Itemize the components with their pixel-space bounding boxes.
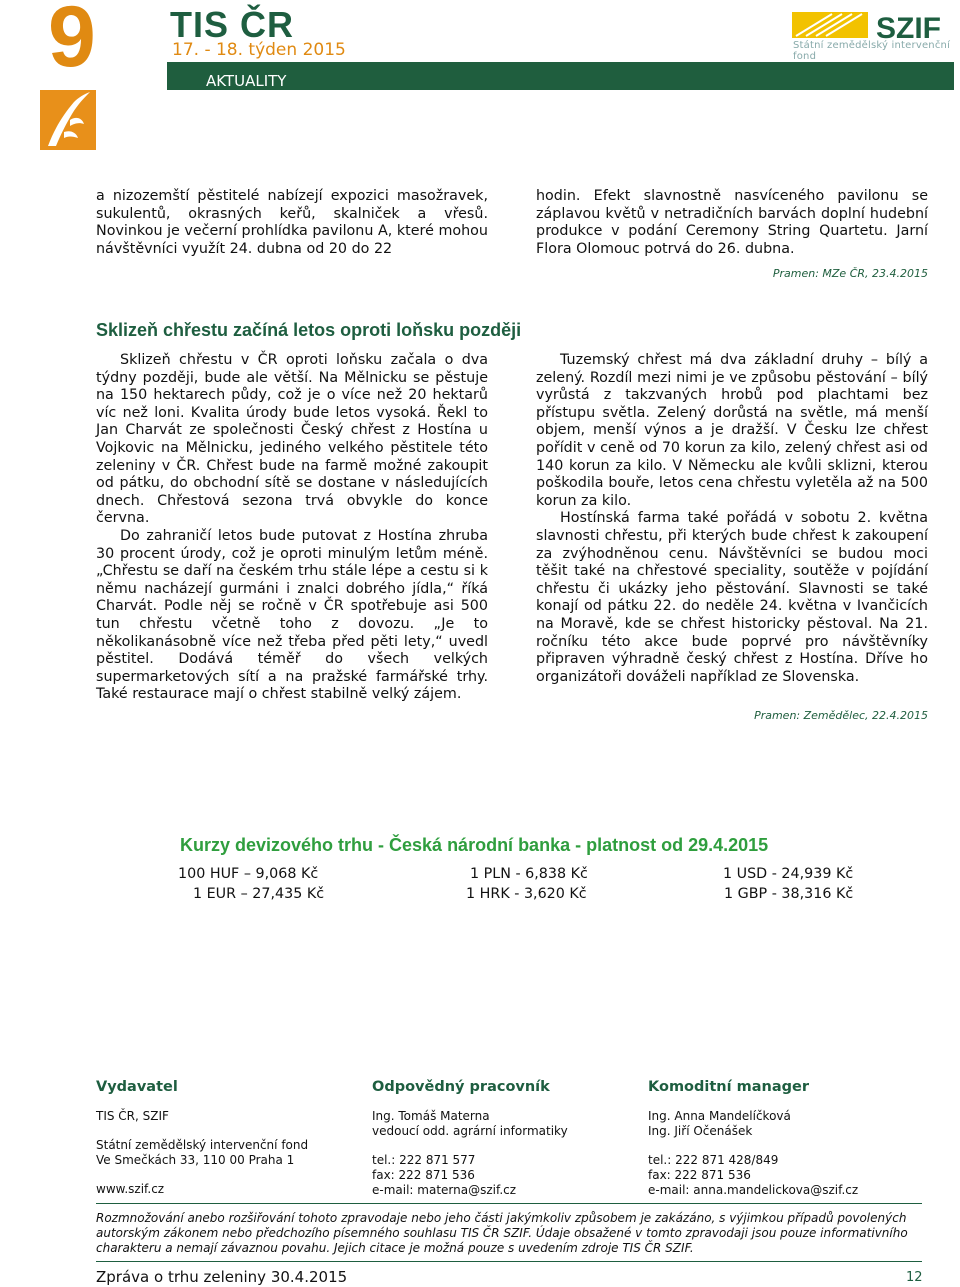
szif-logo-text: SZIF [876,12,941,44]
manager-line: tel.: 222 871 428/849 [648,1153,779,1167]
rate-usd: 1 USD - 24,939 Kč [723,866,854,882]
publisher-line: Ve Smečkách 33, 110 00 Praha 1 [96,1153,295,1167]
article-paragraph: Do zahraničí letos bude putovat z Hostína zhruba 30 procent úrody, což je oproti minulým letům méně. „Chřestu se daří na českém trhu stále lépe a cestu si k němu nacházejí gurmáni i znalci dobrého jídla,“ říká Charvát. Podle něj se ročně v ČR spotřebuje asi 500 tun chřestu včetně toho z dovozu. „Je to několikanásobně více než třeba před pěti lety,“ uvedl pěstitel. Dodává téměř do všech velkých supermarketových sítí a na pražské farmářské trhy. Také restaurace mají o chřest stabilně velký zájem. [96,527,488,703]
article-source: Pramen: Zemědělec, 22.4.2015 [754,709,928,722]
flora-source: Pramen: MZe ČR, 23.4.2015 [772,267,928,280]
article-title: Sklizeň chřestu začíná letos oproti loňsku později [96,320,522,340]
flora-left-text: a nizozemští pěstitelé nabízejí expozici masožravek, sukulentů, okrasných keřů, skalniček a vřesů. Novinkou je večerní prohlídka pavilonu A, které mohou návštěvníci využít 24. dubna od 20 do 22 [96,188,488,257]
week-label: 17. - 18. týden 2015 [172,40,346,60]
page-number: 12 [906,1270,923,1285]
manager-line: fax: 222 871 536 [648,1168,751,1182]
responsible-block [372,1109,568,1198]
article-right-column [536,352,928,686]
manager-email-link[interactable]: e-mail: anna.mandelickova@szif.cz [648,1183,859,1197]
article-paragraph: Hostínská farma také pořádá v sobotu 2. května slavnosti chřestu, při kterých bude chřest k zakoupení za zvýhodněnou cenu. Návštěvníci se budou moci těšit také na chřestové speciality, soutěže v pojídání chřestu či ukázky jeho pěstování. Slavnosti se také konají od pátku 22. do neděle 24. května v Ivančicích na Moravě, kde se chřest historicky pěstoval. Na 21. ročníku této akce bude poprvé pro návštěvníky připraven výhradně český chřest z Hostína. Dříve ho organizátoři dováželi například ze Slovenska. [536,510,928,685]
responsible-line: Ing. Tomáš Materna [372,1109,490,1123]
rate-pln: 1 PLN - 6,838 Kč [470,866,588,882]
publisher-website-link[interactable]: www.szif.cz [96,1182,165,1196]
issue-number: 9 [48,0,96,85]
szif-full-name: Státní zemědělský intervenční fond [793,40,951,62]
publisher-line: Státní zemědělský intervenční fond [96,1138,309,1152]
document-title: Zpráva o trhu zeleniny 30.4.2015 [96,1268,348,1286]
manager-heading: Komoditní manager [648,1079,810,1095]
footer-divider [96,1203,922,1204]
exchange-rates-title: Kurzy devizového trhu - Česká národní banka - platnost od 29.4.2015 [180,835,769,855]
brand-title: TIS ČR [170,4,295,45]
copyright-disclaimer: Rozmnožování anebo rozšiřování tohoto zpravodaje nebo jeho části jakýmkoliv způsobem je zakázáno, s výjimkou případů povolených autorským zákonem nebo předchozího písemného souhlasu TIS ČR SZIF. Údaje obsažené v tomto zpravodaji jsou pouze informativního charakteru a nemají závaznou povahu. Jejich citace je možná pouze s uvedením zdroje TIS ČR SZIF. [96,1211,908,1255]
manager-line: Ing. Jiří Očenášek [648,1124,753,1138]
article-left-column [96,352,488,704]
footer-divider [96,1261,922,1262]
rate-huf: 100 HUF – 9,068 Kč [178,866,319,882]
flora-left-column [96,188,488,258]
rate-hrk: 1 HRK - 3,620 Kč [466,886,587,902]
responsible-email-link[interactable]: e-mail: materna@szif.cz [372,1183,517,1197]
szif-logo-icon [792,8,952,44]
publisher-block [96,1109,308,1197]
flora-right-column [536,188,928,258]
asparagus-logo-icon [40,90,96,150]
rate-eur: 1 EUR – 27,435 Kč [193,886,325,902]
responsible-line: vedoucí odd. agrární informatiky [372,1124,568,1138]
manager-block [648,1109,858,1198]
article-paragraph: Sklizeň chřestu v ČR oproti loňsku začala o dva týdny později, bude ale větší. Na Mělnicku se pěstuje na 150 hektarech půdy, což je o více než 20 hektarů víc než loni. Kvalita úrody bude letos vysoká. Řekl to Jan Charvát ze společnosti Český chřest z Hostína u Vojkovic na Mělnicku, jediného velkého pěstitele této zeleniny v ČR. Chřest bude na farmě možné zakoupit od pátku, do obchodní sítě se dostane v následujících dnech. Chřestová sezona trvá obvykle do konce června. [96,352,488,527]
rate-gbp: 1 GBP - 38,316 Kč [724,886,854,902]
manager-line: Ing. Anna Mandelíčková [648,1109,791,1123]
flora-right-text: hodin. Efekt slavnostně nasvíceného pavilonu se záplavou květů v netradičních barvách doplní hudební produkce v podání Ceremony String Quartetu. Jarní Flora Olomouc potrvá do 26. dubna. [536,188,928,257]
responsible-heading: Odpovědný pracovník [372,1079,550,1095]
article-paragraph: Tuzemský chřest má dva základní druhy – bílý a zelený. Rozdíl mezi nimi je ve způsobu pěstování – bílý vyrůstá z takzvaných hrobů pod plachtami bez přístupu světla. Zelený dorůstá na světle, má menší objem, menší výnos a je dražší. V Česku lze chřest pořídit v ceně od 70 korun za kilo, zelený chřest asi od 140 korun za kilo. V Německu ale kvůli sklizni, kterou poškodila bouře, letos cena chřestu vyletěla až na 500 korun za kilo. [536,352,928,509]
section-label: AKTUALITY [206,72,287,90]
responsible-line: tel.: 222 871 577 [372,1153,476,1167]
publisher-heading: Vydavatel [96,1079,178,1095]
publisher-line: TIS ČR, SZIF [96,1109,169,1123]
responsible-line: fax: 222 871 536 [372,1168,475,1182]
